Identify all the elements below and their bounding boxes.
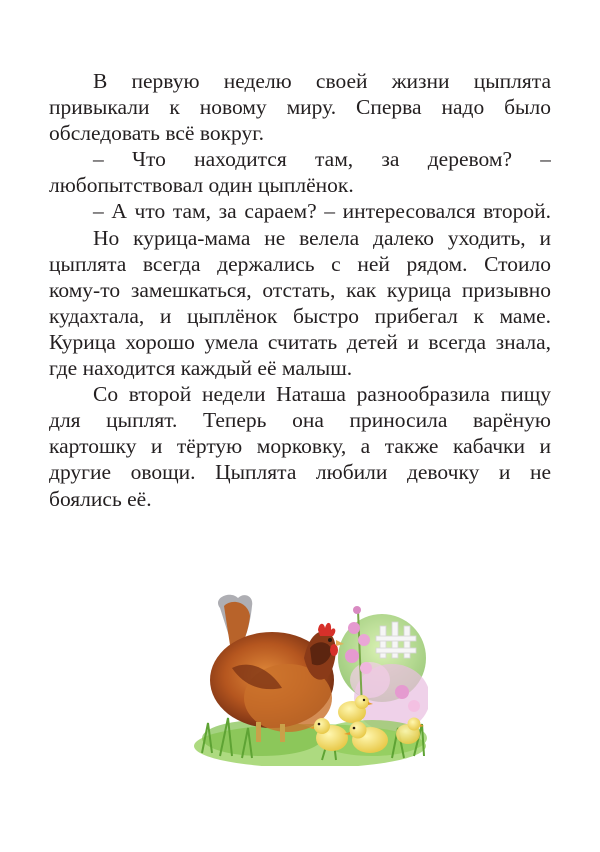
paragraph-4-line-3: кому-то замешкаться, отстать, как курица призывно — [49, 277, 551, 302]
paragraph-4-line-2: цыплята всегда держались с ней рядом. Стоило — [49, 251, 551, 276]
paragraph-4-line-4: кудахтала, и цыплёнок быстро прибегал к маме. — [49, 303, 551, 328]
paragraph-4-line-5: Курица хорошо умела считать детей и всегда знала, — [49, 329, 551, 354]
dialogue-1-line-2: любопытствовал один цыплёнок. — [49, 173, 354, 198]
dialogue-2-line-1: – А что там, за сараем? – интересовался второй. — [93, 199, 551, 224]
paragraph-1-line-2: привыкали к новому миру. Сперва надо было — [49, 95, 551, 120]
fence — [376, 622, 416, 658]
paragraph-5-line-5: боялись её. — [49, 486, 152, 511]
paragraph-5-line-4: другие овощи. Цыплята любили девочку и не — [49, 460, 551, 485]
paragraph-4-line-1: Но курица-мама не велела далеко уходить, и — [93, 225, 551, 250]
paragraph-5-line-3: картошку и тёртую морковку, а также кабачки и — [49, 434, 551, 459]
paragraph-5-line-1: Со второй недели Наташа разнообразила пищу — [93, 382, 551, 407]
story-text — [49, 68, 551, 512]
paragraph-5-line-2: для цыплят. Теперь она приносила варёную — [49, 408, 551, 433]
hen-and-chicks-illustration — [192, 588, 428, 766]
dialogue-1-line-1: – Что находится там, за деревом? – — [93, 147, 551, 172]
paragraph-4-line-6: где находится каждый её малыш. — [49, 356, 353, 381]
paragraph-1-line-3: обследовать всё вокруг. — [49, 121, 265, 146]
paragraph-1-line-1: В первую неделю своей жизни цыплята — [93, 69, 551, 93]
